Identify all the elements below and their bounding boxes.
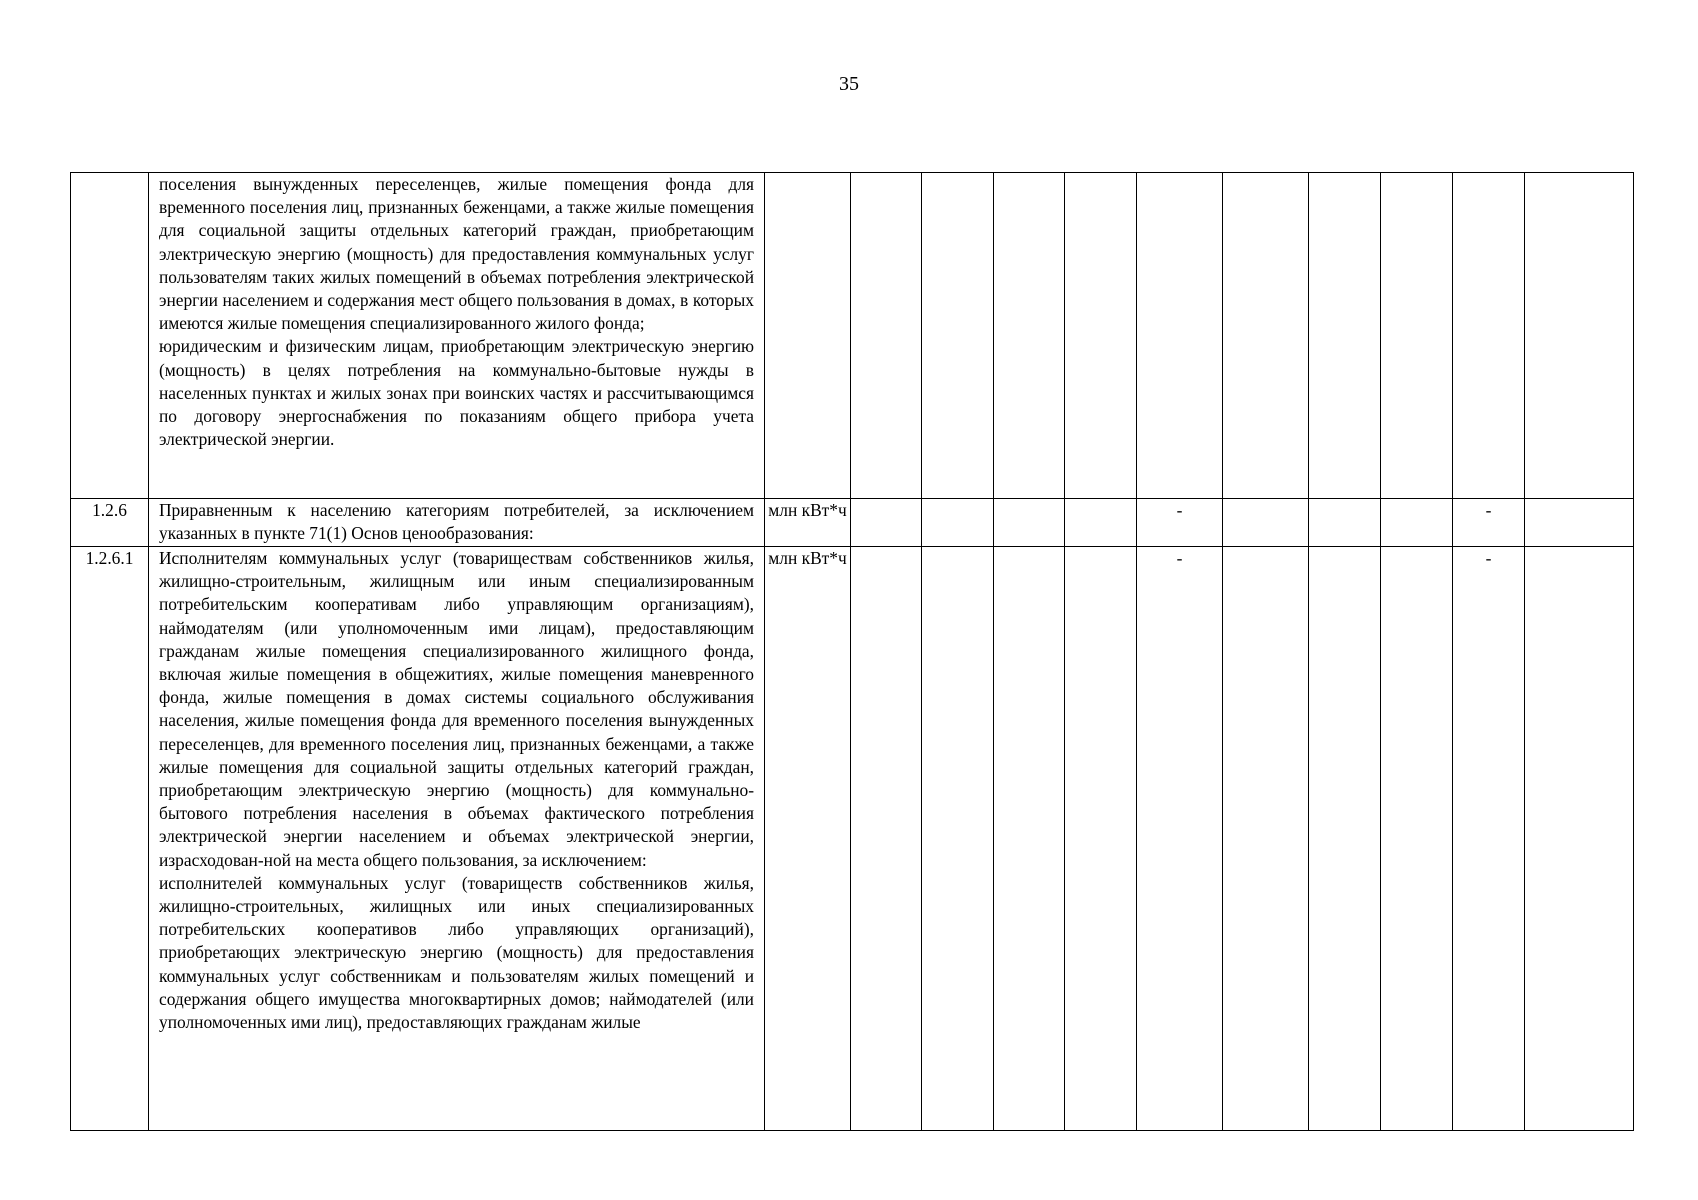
row-number-cell	[71, 173, 149, 499]
description-paragraph: Исполнителям коммунальных услуг (товариществам собственников жилья, жилищно-строительным, жилищным или иным специализированным потребительским кооперативам либо управляющим организациям), наймодателям (или уполномоченным ими лицам), предоставляющим гражданам жилые помещения специализированного жилищного фонда, включая жилые помещения в общежитиях, жилые помещения маневренного фонда, жилые помещения в домах системы социального обслуживания населения, жилые помещения фонда для временного поселения вынужденных переселенцев, для временного поселения лиц, признанных беженцами, а также жилые помещения для социальной защиты отдельных категорий граждан, приобретающим электрическую энергию (мощность) для коммунально-бытового потребления населения в объемах фактического потребления электрической энергии населением и объемах электрической энергии, израсходован-ной на места общего пользования, за исключением:	[159, 548, 754, 870]
value-cell: -	[1137, 499, 1223, 547]
table-row	[71, 499, 1634, 547]
row-number-cell: 1.2.6.1	[71, 547, 149, 1131]
row-description-cell	[149, 173, 765, 499]
value-cell	[1065, 173, 1137, 499]
value-cell	[994, 499, 1065, 547]
value-cell	[922, 499, 994, 547]
description-paragraph: юридическим и физическим лицам, приобретающим электрическую энергию (мощность) в целях потребления на коммунально-бытовые нужды в населенных пунктах и жилых зонах при воинских частях и рассчитывающимся по договору энергоснабжения по показаниям общего прибора учета электрической энергии.	[159, 336, 754, 450]
value-cell	[1065, 499, 1137, 547]
value-cell	[1309, 547, 1381, 1131]
unit-cell: млн кВт*ч	[765, 499, 851, 547]
description-paragraph: Приравненным к населению категориям потребителей, за исключением указанных в пункте 71(1) Основ ценообразования:	[159, 500, 754, 544]
value-cell	[994, 173, 1065, 499]
value-cell	[1137, 173, 1223, 499]
value-cell: -	[1453, 547, 1525, 1131]
value-cell	[1381, 499, 1453, 547]
table-row	[71, 547, 1634, 1131]
value-cell	[922, 173, 994, 499]
value-cell	[851, 173, 922, 499]
value-cell	[922, 547, 994, 1131]
value-cell	[1381, 173, 1453, 499]
page-number: 35	[839, 73, 859, 95]
table-row	[71, 173, 1634, 499]
unit-cell	[765, 173, 851, 499]
unit-cell: млн кВт*ч	[765, 547, 851, 1131]
value-cell	[851, 547, 922, 1131]
row-description-cell	[149, 499, 765, 547]
row-number-cell: 1.2.6	[71, 499, 149, 547]
value-cell	[1065, 547, 1137, 1131]
value-cell: -	[1137, 547, 1223, 1131]
data-table	[70, 172, 1634, 1131]
value-cell	[994, 547, 1065, 1131]
description-paragraph: исполнителей коммунальных услуг (товариществ собственников жилья, жилищно-строительных, жилищных или иных специализированных потребительских кооперативов либо управляющих организаций), приобретающих электрическую энергию (мощность) для предоставления коммунальных услуг собственникам и пользователям жилых помещений и содержания общего имущества многоквартирных домов; наймодателей (или уполномоченных ими лиц), предоставляющих гражданам жилые	[159, 872, 754, 1033]
value-cell: -	[1453, 499, 1525, 547]
value-cell	[851, 499, 922, 547]
value-cell	[1525, 173, 1634, 499]
value-cell	[1223, 173, 1309, 499]
value-cell	[1525, 499, 1634, 547]
value-cell	[1223, 499, 1309, 547]
value-cell	[1525, 547, 1634, 1131]
value-cell	[1309, 173, 1381, 499]
value-cell	[1309, 499, 1381, 547]
value-cell	[1453, 173, 1525, 499]
description-paragraph: поселения вынужденных переселенцев, жилые помещения фонда для временного поселения лиц, признанных беженцами, а также жилые помещения для социальной защиты отдельных категорий граждан, приобретающим электрическую энергию (мощность) для предоставления коммунальных услуг пользователям таких жилых помещений в объемах потребления электрической энергии населением и содержания мест общего пользования в домах, в которых имеются жилые помещения специализированного жилого фонда;	[159, 174, 754, 334]
value-cell	[1223, 547, 1309, 1131]
row-description-cell	[149, 547, 765, 1131]
value-cell	[1381, 547, 1453, 1131]
